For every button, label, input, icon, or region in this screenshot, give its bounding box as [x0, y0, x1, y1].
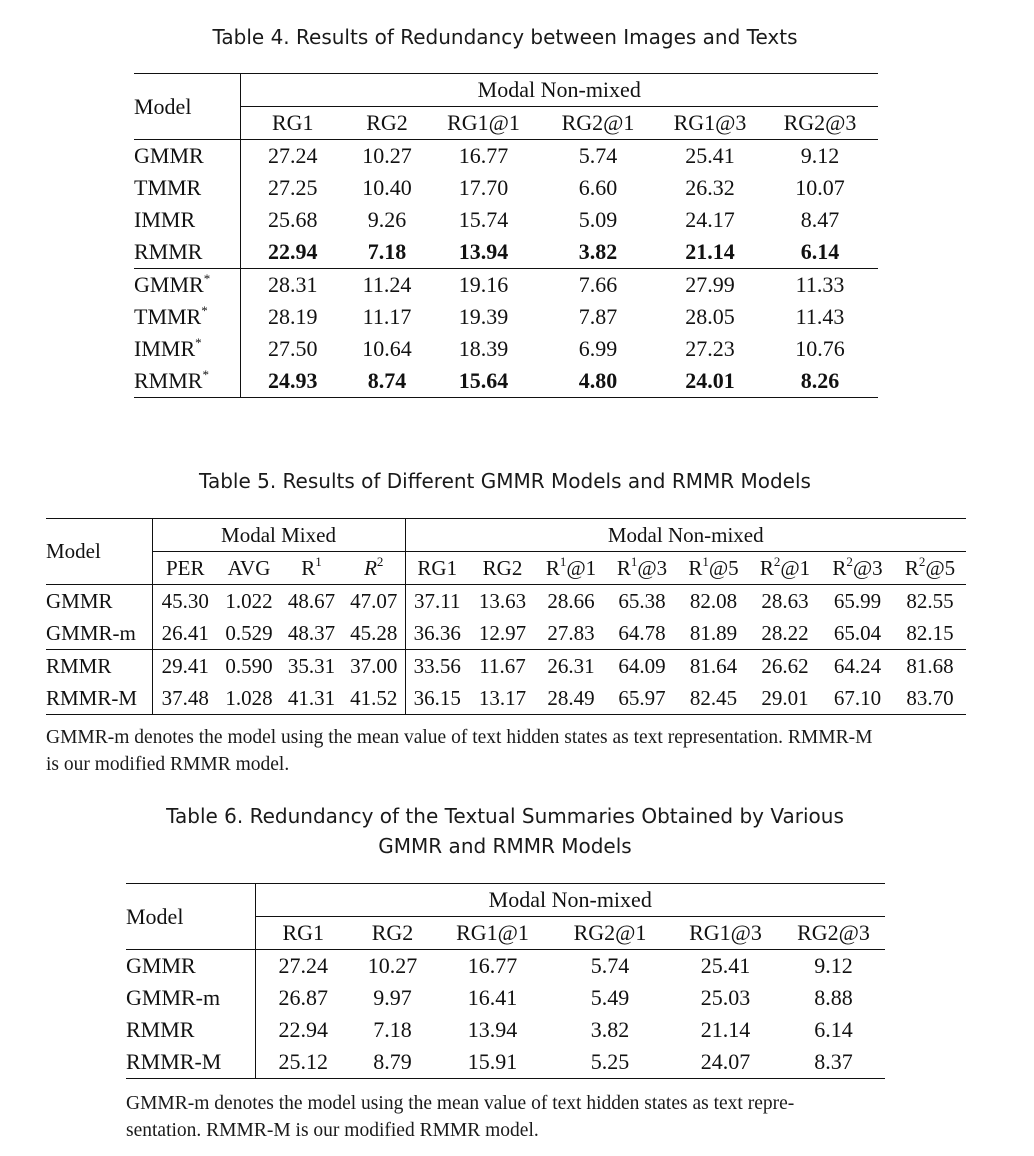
t4-value-cell: 7.66	[578, 272, 618, 297]
t4-model-cell: GMMR	[134, 140, 240, 173]
t5-value-cell: 82.55	[906, 588, 954, 613]
t5-col-nonmixed: $R^1@3$	[616, 553, 668, 580]
t5-value-cell: 81.64	[689, 653, 738, 678]
t5-value-cell: 41.31	[287, 685, 336, 710]
t4-value-cell: 18.39	[458, 336, 509, 361]
t5-value-cell: 81.68	[906, 653, 954, 678]
t4-value-cell: 10.27	[362, 143, 412, 168]
t4-model-cell: TMMR*	[134, 301, 240, 333]
t5-value-cell: 83.70	[906, 685, 954, 710]
t6-group-header: Modal Non-mixed	[255, 884, 885, 917]
t4-value-cell: 15.64	[458, 368, 509, 393]
t5-value-cell: 65.38	[618, 588, 666, 613]
table-row	[46, 585, 966, 618]
t6-value-cell: 15.91	[467, 1049, 518, 1074]
t4-value-cell: 25.41	[685, 143, 735, 168]
t4-value-cell: 27.23	[685, 336, 735, 361]
t6-value-cell: 25.41	[700, 953, 751, 978]
t6-model-header: Model	[126, 884, 255, 950]
t4-value-cell: 28.31	[268, 272, 318, 297]
table-row	[46, 617, 966, 650]
t5-value-cell: 28.49	[547, 685, 595, 710]
t5-value-cell: 47.07	[343, 585, 405, 618]
table5-caption: Table 5. Results of Different GMMR Models and RMMR Models	[199, 469, 811, 493]
t6-value-cell: 22.94	[278, 1017, 328, 1042]
t4-value-cell: 28.05	[685, 304, 735, 329]
t5-value-cell: 29.01	[761, 685, 809, 710]
t6-col-header: RG2	[371, 920, 414, 945]
t4-value-cell: 4.80	[578, 368, 618, 393]
table6-note	[126, 1090, 906, 1144]
t5-value-cell: 29.41	[161, 653, 209, 678]
t4-value-cell: 22.94	[268, 239, 318, 264]
t5-value-cell: 12.97	[478, 620, 527, 645]
t5-value-cell: 13.63	[478, 588, 527, 613]
t4-value-cell: 7.87	[578, 304, 618, 329]
t5-col-nonmixed: $R^2@3$	[832, 553, 883, 580]
t6-value-cell: 25.03	[700, 985, 751, 1010]
t6-col-header: RG2@1	[573, 920, 647, 945]
t6-value-cell: 5.25	[590, 1049, 630, 1074]
t5-value-cell: 82.08	[689, 588, 738, 613]
t4-value-cell: 16.77	[458, 143, 509, 168]
t4-value-cell: 5.74	[578, 143, 618, 168]
t4-value-cell: 8.26	[800, 368, 840, 393]
t4-value-cell: 10.64	[362, 336, 412, 361]
t5-value-cell: 13.17	[478, 685, 527, 710]
t4-value-cell: 6.14	[800, 239, 840, 264]
t4-value-cell: 11.43	[795, 304, 845, 329]
t4-value-cell: 19.16	[458, 272, 509, 297]
table-row	[134, 333, 878, 365]
table6-caption	[0, 801, 1010, 861]
table-row	[134, 301, 878, 333]
t5-col-nonmixed: $R^2@5$	[904, 553, 956, 580]
t5-value-cell: 65.04	[833, 620, 882, 645]
t5-model-cell: GMMR-m	[46, 617, 152, 650]
table-row	[134, 140, 878, 173]
t6-model-cell: RMMR	[126, 1014, 255, 1046]
t6-value-cell: 21.14	[700, 1017, 751, 1042]
t6-col-header: RG1@1	[456, 920, 529, 945]
t4-value-cell: 9.12	[800, 143, 840, 168]
t6-col-header: RG1@3	[689, 920, 762, 945]
t5-value-cell: 64.24	[833, 653, 882, 678]
t4-value-cell: 19.39	[458, 304, 509, 329]
t6-model-cell: GMMR-m	[126, 982, 255, 1014]
t5-group-nonmixed: Modal Non-mixed	[405, 519, 966, 552]
t5-value-cell: 41.52	[343, 682, 405, 715]
t4-model-cell: TMMR	[134, 172, 240, 204]
t6-col-header: RG1	[282, 920, 325, 945]
t4-value-cell: 17.70	[458, 175, 509, 200]
t4-value-cell: 11.17	[362, 304, 412, 329]
t4-value-cell: 28.19	[268, 304, 318, 329]
t5-col-nonmixed: $R^1@5$	[688, 553, 739, 580]
table5-note-line: GMMR-m denotes the model using the mean value of text hidden states as text representation. RMMR-M	[46, 727, 873, 748]
table6-caption-line: Table 6. Redundancy of the Textual Summaries Obtained by Various	[166, 804, 844, 828]
t6-value-cell: 3.82	[590, 1017, 630, 1042]
t5-col-nonmixed: $R^2@1$	[759, 553, 811, 580]
t5-value-cell: 27.83	[547, 620, 595, 645]
t5-col-nonmixed: RG2	[482, 555, 523, 580]
t5-value-cell: 0.529	[225, 620, 273, 645]
t5-value-cell: 48.67	[287, 588, 336, 613]
t5-col-nonmixed: $R^1@1$	[545, 553, 597, 580]
t5-value-cell: 28.66	[547, 588, 595, 613]
t5-value-cell: 45.30	[161, 588, 209, 613]
t6-value-cell: 27.24	[278, 953, 328, 978]
t5-model-cell: RMMR	[46, 650, 152, 683]
table5-note	[46, 724, 976, 778]
t4-col-header: RG2@1	[561, 110, 635, 135]
t5-value-cell: 11.67	[479, 653, 526, 678]
t5-value-cell: 33.56	[413, 653, 461, 678]
t4-value-cell: 13.94	[458, 239, 509, 264]
t4-value-cell: 27.50	[268, 336, 318, 361]
t5-value-cell: 1.028	[225, 685, 273, 710]
t5-value-cell: 35.31	[287, 653, 336, 678]
t4-col-header: RG1@3	[673, 110, 747, 135]
t4-col-header: RG1	[271, 110, 314, 135]
t5-value-cell: 64.09	[618, 653, 666, 678]
t6-model-cell: GMMR	[126, 950, 255, 983]
table6-note-line: GMMR-m denotes the model using the mean value of text hidden states as text repre-	[126, 1093, 795, 1114]
table-row	[134, 269, 878, 302]
t6-value-cell: 6.14	[814, 1017, 853, 1042]
t4-value-cell: 11.24	[362, 272, 412, 297]
t5-value-cell: 64.78	[618, 620, 666, 645]
t6-value-cell: 16.77	[467, 953, 518, 978]
t4-value-cell: 10.76	[795, 336, 845, 361]
table-row	[126, 950, 885, 983]
t6-value-cell: 9.12	[814, 953, 853, 978]
t4-value-cell: 10.07	[795, 175, 845, 200]
t4-value-cell: 8.74	[367, 368, 407, 393]
t4-value-cell: 25.68	[268, 207, 318, 232]
t6-value-cell: 8.88	[814, 985, 853, 1010]
t5-value-cell: 48.37	[287, 620, 336, 645]
t5-col-nonmixed: RG1	[417, 555, 458, 580]
table-row	[126, 1014, 885, 1046]
t4-model-cell: RMMR	[134, 236, 240, 269]
table-row	[134, 172, 878, 204]
t5-value-cell: 0.590	[225, 653, 273, 678]
t4-value-cell: 7.18	[367, 239, 407, 264]
t5-col-r2: $R^2$	[343, 552, 405, 585]
t5-model-header: Model	[46, 519, 152, 585]
t4-value-cell: 6.99	[578, 336, 618, 361]
t4-model-cell: IMMR	[134, 204, 240, 236]
t4-value-cell: 24.17	[685, 207, 735, 232]
table-row	[134, 365, 878, 398]
t6-value-cell: 8.79	[373, 1049, 412, 1074]
table-row	[134, 204, 878, 236]
t6-value-cell: 26.87	[278, 985, 328, 1010]
table4-caption: Table 4. Results of Redundancy between Images and Texts	[212, 25, 798, 49]
t5-value-cell: 45.28	[343, 617, 405, 650]
t5-value-cell: 28.22	[761, 620, 809, 645]
t5-value-cell: 81.89	[689, 620, 738, 645]
t5-col-avg: AVG	[227, 555, 271, 580]
t5-value-cell: 82.45	[689, 685, 738, 710]
t6-value-cell: 16.41	[467, 985, 518, 1010]
t5-value-cell: 67.10	[833, 685, 882, 710]
t4-value-cell: 24.93	[268, 368, 318, 393]
t4-value-cell: 15.74	[458, 207, 509, 232]
t4-group-header: Modal Non-mixed	[240, 74, 878, 107]
t6-value-cell: 9.97	[373, 985, 412, 1010]
t5-value-cell: 82.15	[906, 620, 954, 645]
t4-value-cell: 27.99	[685, 272, 735, 297]
t4-col-header: RG2	[366, 110, 408, 135]
t4-value-cell: 26.32	[685, 175, 735, 200]
t4-col-header: RG1@1	[447, 110, 520, 135]
t6-value-cell: 10.27	[367, 953, 418, 978]
table-row	[134, 236, 878, 269]
t5-value-cell: 65.99	[833, 588, 882, 613]
t4-model-cell: RMMR*	[134, 365, 240, 398]
t5-value-cell: 26.41	[161, 620, 209, 645]
t5-value-cell: 36.15	[413, 685, 461, 710]
t5-value-cell: 26.31	[547, 653, 595, 678]
t5-value-cell: 37.48	[161, 685, 209, 710]
table6	[126, 883, 885, 1079]
t5-value-cell: 28.63	[761, 588, 809, 613]
t6-model-cell: RMMR-M	[126, 1046, 255, 1079]
table-row	[46, 682, 966, 715]
table6-note-line: sentation. RMMR-M is our modified RMMR model.	[126, 1120, 539, 1141]
t4-value-cell: 27.24	[268, 143, 318, 168]
table4	[134, 73, 878, 398]
t5-group-mixed: Modal Mixed	[152, 519, 405, 552]
t5-value-cell: 37.11	[414, 588, 461, 613]
t6-value-cell: 24.07	[700, 1049, 751, 1074]
t4-value-cell: 3.82	[578, 239, 618, 264]
t4-value-cell: 5.09	[578, 207, 618, 232]
t5-value-cell: 26.62	[761, 653, 809, 678]
t4-model-cell: IMMR*	[134, 333, 240, 365]
t4-value-cell: 21.14	[685, 239, 735, 264]
t4-value-cell: 11.33	[795, 272, 845, 297]
table6-caption-line: GMMR and RMMR Models	[378, 834, 632, 858]
t6-value-cell: 5.74	[590, 953, 630, 978]
table-row	[46, 650, 966, 683]
t5-col-per: PER	[165, 555, 205, 580]
t4-value-cell: 24.01	[685, 368, 735, 393]
t6-value-cell: 25.12	[278, 1049, 328, 1074]
t4-value-cell: 9.26	[367, 207, 407, 232]
t4-value-cell: 8.47	[800, 207, 840, 232]
t4-model-header: Model	[134, 74, 240, 140]
t4-value-cell: 27.25	[268, 175, 318, 200]
t4-model-cell: GMMR*	[134, 269, 240, 302]
t4-value-cell: 10.40	[362, 175, 412, 200]
t6-col-header: RG2@3	[797, 920, 870, 945]
table-row	[126, 1046, 885, 1079]
t6-value-cell: 8.37	[814, 1049, 853, 1074]
t5-value-cell: 36.36	[413, 620, 461, 645]
table5-note-line: is our modified RMMR model.	[46, 754, 290, 775]
t5-col-r1: $R^1$	[301, 553, 322, 580]
t6-value-cell: 7.18	[373, 1017, 412, 1042]
t5-value-cell: 65.97	[618, 685, 666, 710]
table5	[46, 518, 966, 715]
t4-value-cell: 6.60	[578, 175, 618, 200]
t6-value-cell: 5.49	[590, 985, 630, 1010]
t5-model-cell: RMMR-M	[46, 682, 152, 715]
t5-model-cell: GMMR	[46, 585, 152, 618]
table-row	[126, 982, 885, 1014]
t6-value-cell: 13.94	[467, 1017, 518, 1042]
t5-value-cell: 1.022	[225, 588, 273, 613]
t4-col-header: RG2@3	[783, 110, 857, 135]
t5-value-cell: 37.00	[343, 650, 405, 683]
